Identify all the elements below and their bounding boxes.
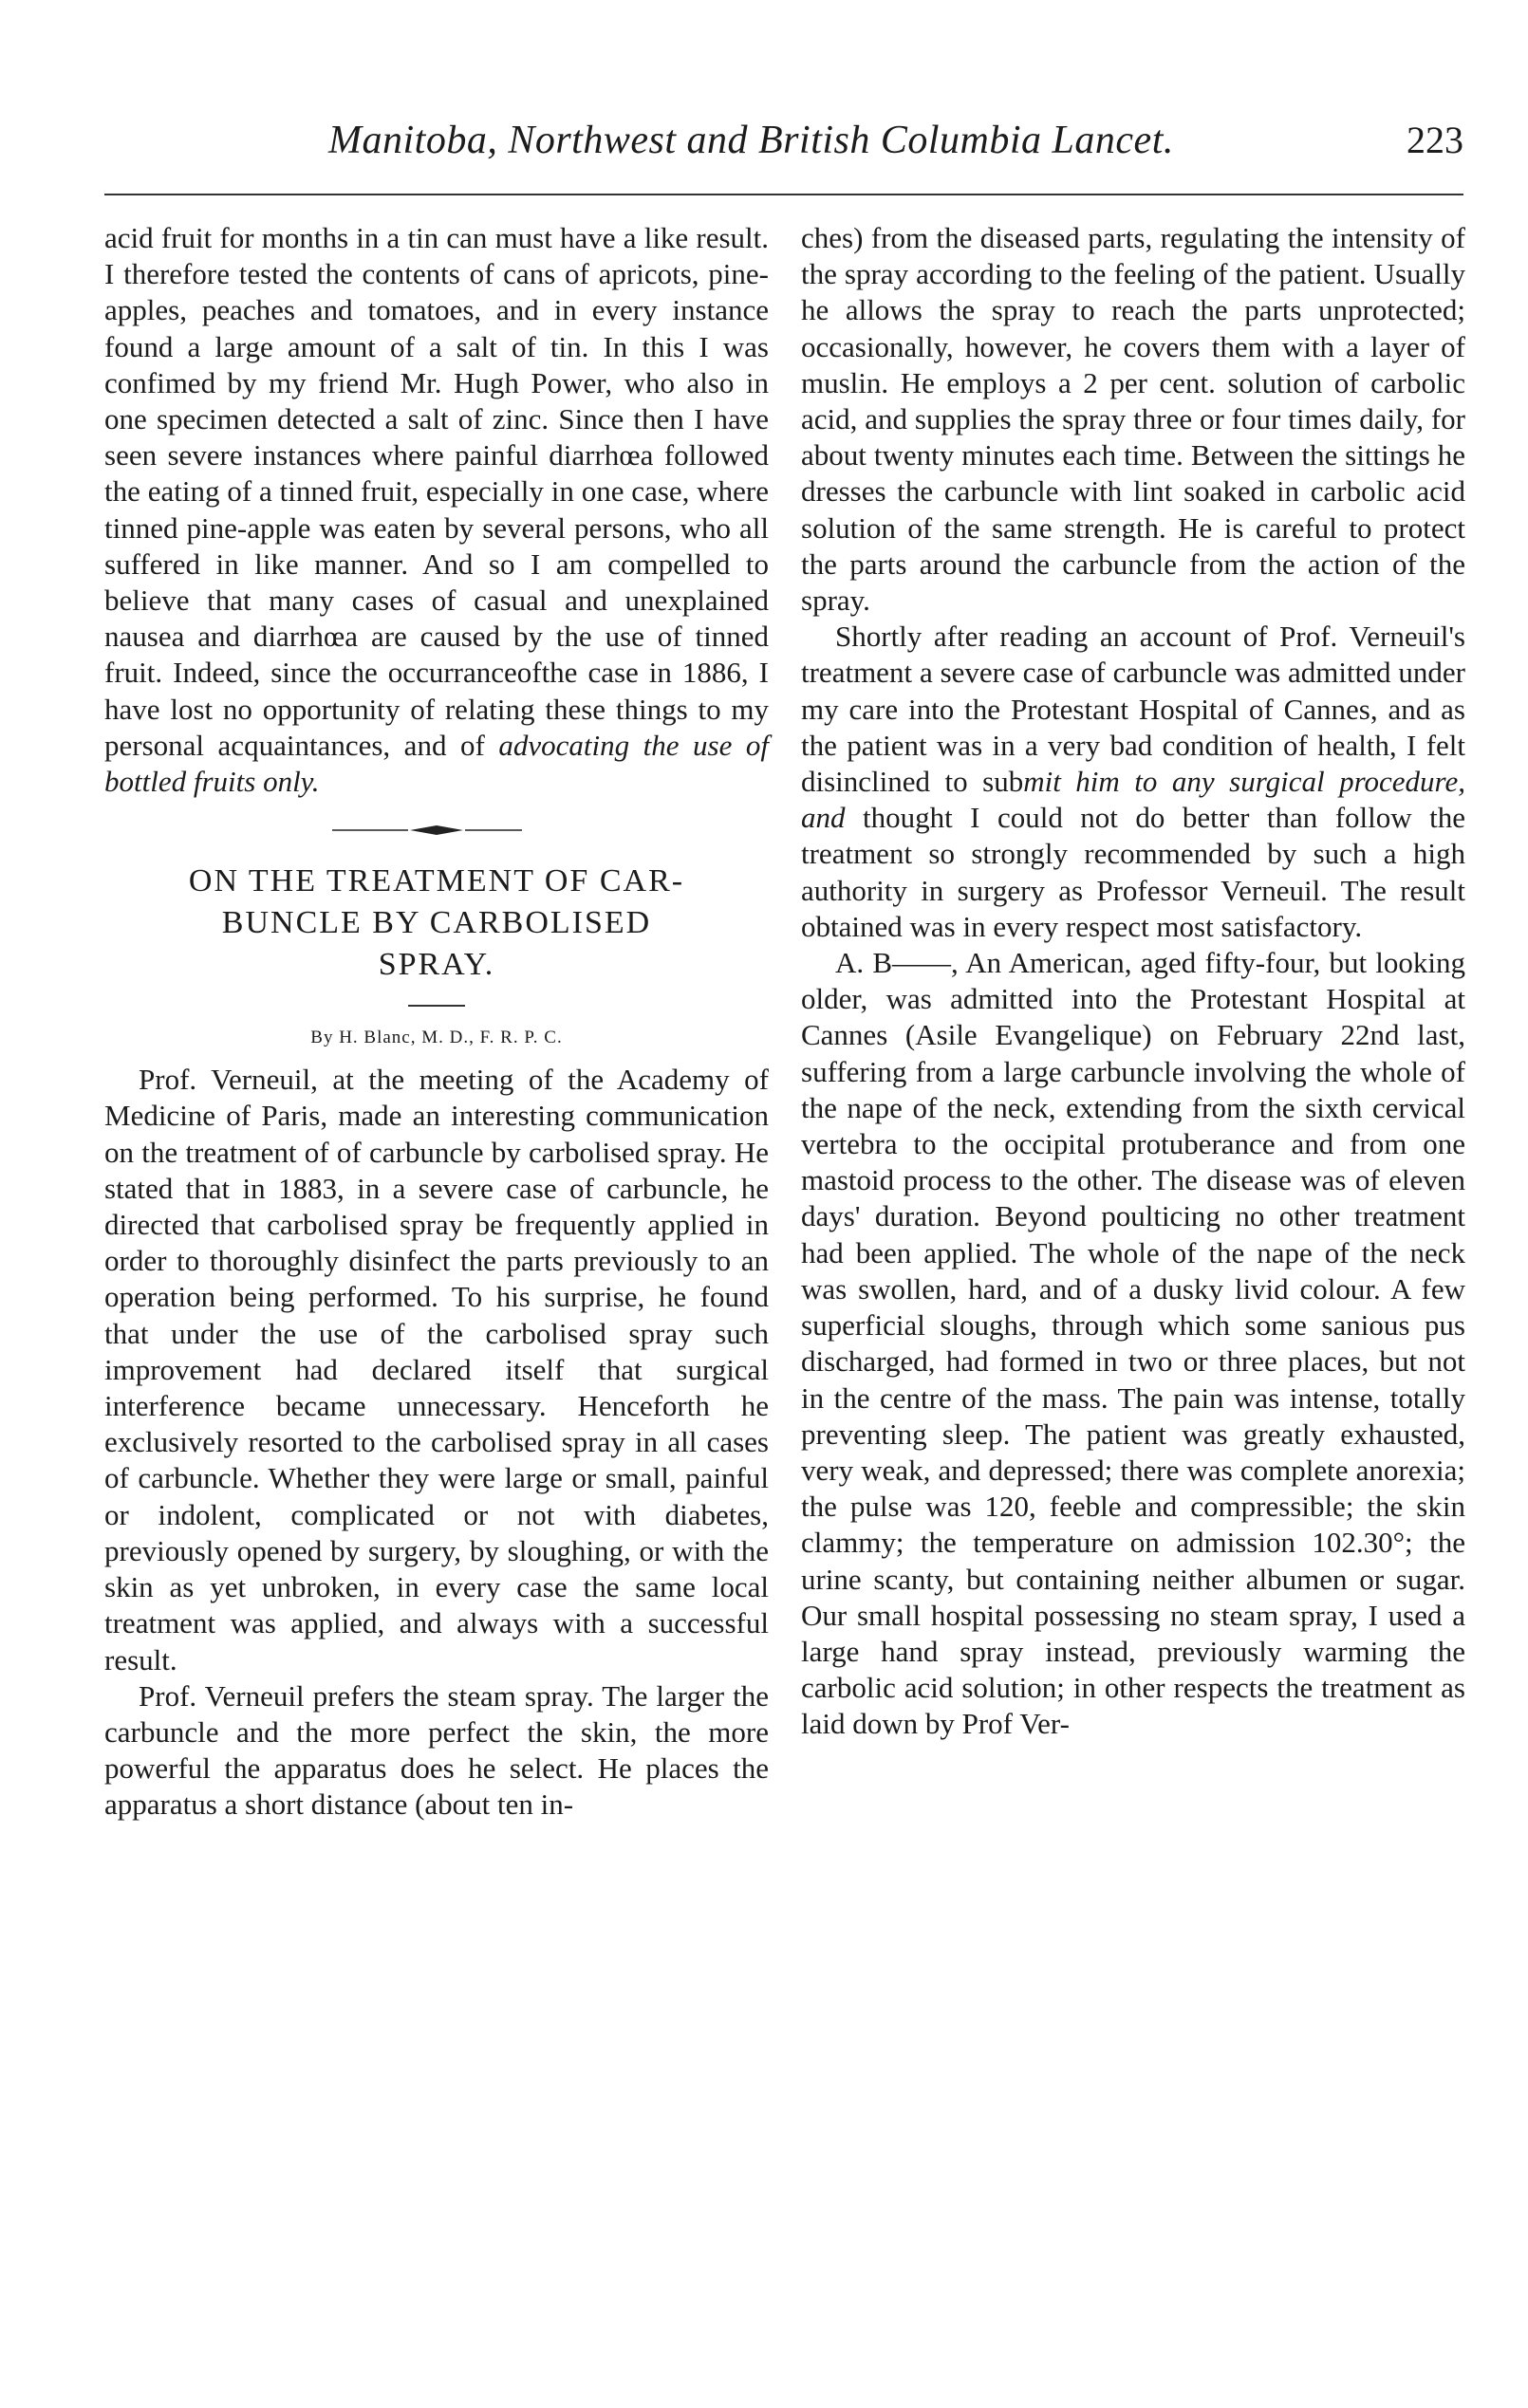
right-paragraph-2-tail: thought I could not do better than follow the treatment so strongly recommended by such a high authority in surgery as Professor Verneuil. The result obtained was in every respect most satisfactory.: [801, 801, 1465, 943]
article-title-line-3: SPRAY.: [378, 947, 495, 983]
left-paragraph-1-italic: advocating the use of bottled fruits only.: [104, 728, 769, 799]
right-paragraph-2-italic: mit him to any surgical procedure, and: [801, 765, 1465, 835]
right-paragraph-1: ches) from the diseased parts, regulating the intensity of the spray according to the feeling of the patient. Usually he allows the spray to reach the parts unprotected; occasionally, however, he covers them with a layer of muslin. He employs a 2 per cent. solution of carbolic acid, and supplies the spray three or four times daily, for about twenty minutes each time. Between the sittings he dresses the carbuncle with lint soaked in carbolic acid solution of the same strength. He is careful to protect the parts around the carbuncle from the action of the spray.: [801, 221, 1465, 618]
right-column: [801, 220, 1465, 1743]
right-paragraph-2-text: Shortly after reading an account of Prof. Verneuil's treatment a severe case of carbuncle was admitted under my care into the Protestant Hospital of Cannes, and as the patient was in a very bad condition of health, I felt disinclined to sub: [801, 620, 1465, 799]
right-paragraph-3: A. B——, An American, aged fifty-four, but looking older, was admitted into the Protestant Hospital at Cannes (Asile Evangelique) on February 22nd last, suffering from a large carbuncle involving the whole of the nape of the neck, extending from the sixth cervical vertebra to the occipital protuberance and from one mastoid process to the other. The disease was of eleven days' duration. Beyond poulticing no other treatment had been applied. The whole of the nape of the neck was swollen, hard, and of a dusky livid colour. A few superficial sloughs, through which some sanious pus discharged, had formed in two or three places, but not in the centre of the mass. The pain was intense, totally preventing sleep. The patient was greatly exhausted, very weak, and depressed; there was complete anorexia; the pulse was 120, feeble and compressible; the skin clammy; the temperature on admission 102.30°; the urine scanty, but containing neither albumen or sugar. Our small hospital possessing no steam spray, I used a large hand spray instead, previously warming the carbolic acid solution; in other respects the treatment as laid down by Prof Ver-: [801, 946, 1465, 1741]
running-header: [104, 112, 1463, 169]
left-paragraph-3: Prof. Verneuil prefers the steam spray. The larger the carbuncle and the more perfect the skin, the more powerful the apparatus does he select. He places the apparatus a short distance (about ten in-: [104, 1678, 769, 1822]
header-rule: [104, 194, 1463, 195]
left-paragraph-1-text: acid fruit for months in a tin can must have a like result. I therefore tested the contents of cans of apricots, pine-apples, peaches and tomatoes, and in every instance found a large amount of a salt of tin. In this I was confimed by my friend Mr. Hugh Power, who also in one specimen detected a salt of zinc. Since then I have seen severe instances where painful diarrhœa followed the eating of a tinned fruit, especially in one case, where tinned pine-apple was eaten by several persons, who all suffered in like manner. And so I am compelled to believe that many cases of casual and unexplained nausea and diarrhœa are caused by the use of tinned fruit. Indeed, since the occurranceofthe case in 1886, I have lost no opportunity of relating these things to my personal acquaintances, and of: [104, 221, 769, 762]
running-title: Manitoba, Northwest and British Columbia Lancet.: [328, 119, 1174, 162]
right-paragraph-2: [801, 619, 1465, 945]
author-byline: By H. Blanc, M. D., F. R. P. C.: [310, 1028, 563, 1048]
page-number: 223: [1407, 119, 1463, 161]
left-paragraph-1: [104, 220, 769, 800]
left-paragraph-2: Prof. Verneuil, at the meeting of the Academy of Medicine of Paris, made an interesting communication on the treatment of of carbuncle by carbolised spray. He stated that in 1883, in a severe case of carbuncle, he directed that carbolised spray be frequently applied in order to thoroughly disinfect the parts previously to an operation being performed. To his surprise, he found that under the use of the carbolised spray such improvement had declared itself that surgical interference became unnecessary. Henceforth he exclusively resorted to the carbolised spray in all cases of carbuncle. Whether they were large or small, painful or indolent, complicated or not with diabetes, previously opened by surgery, by sloughing, or with the skin as yet unbroken, in every case the same local treatment was applied, and always with a successful result.: [104, 1063, 769, 1676]
article-title-line-2: BUNCLE BY CARBOLISED: [221, 905, 652, 941]
article-title-line-1: ON THE TREATMENT OF CAR-: [188, 863, 685, 899]
article-title: [104, 861, 769, 986]
section-ornament: [104, 821, 769, 840]
left-column: [104, 220, 769, 1824]
title-rule: [408, 1005, 465, 1007]
